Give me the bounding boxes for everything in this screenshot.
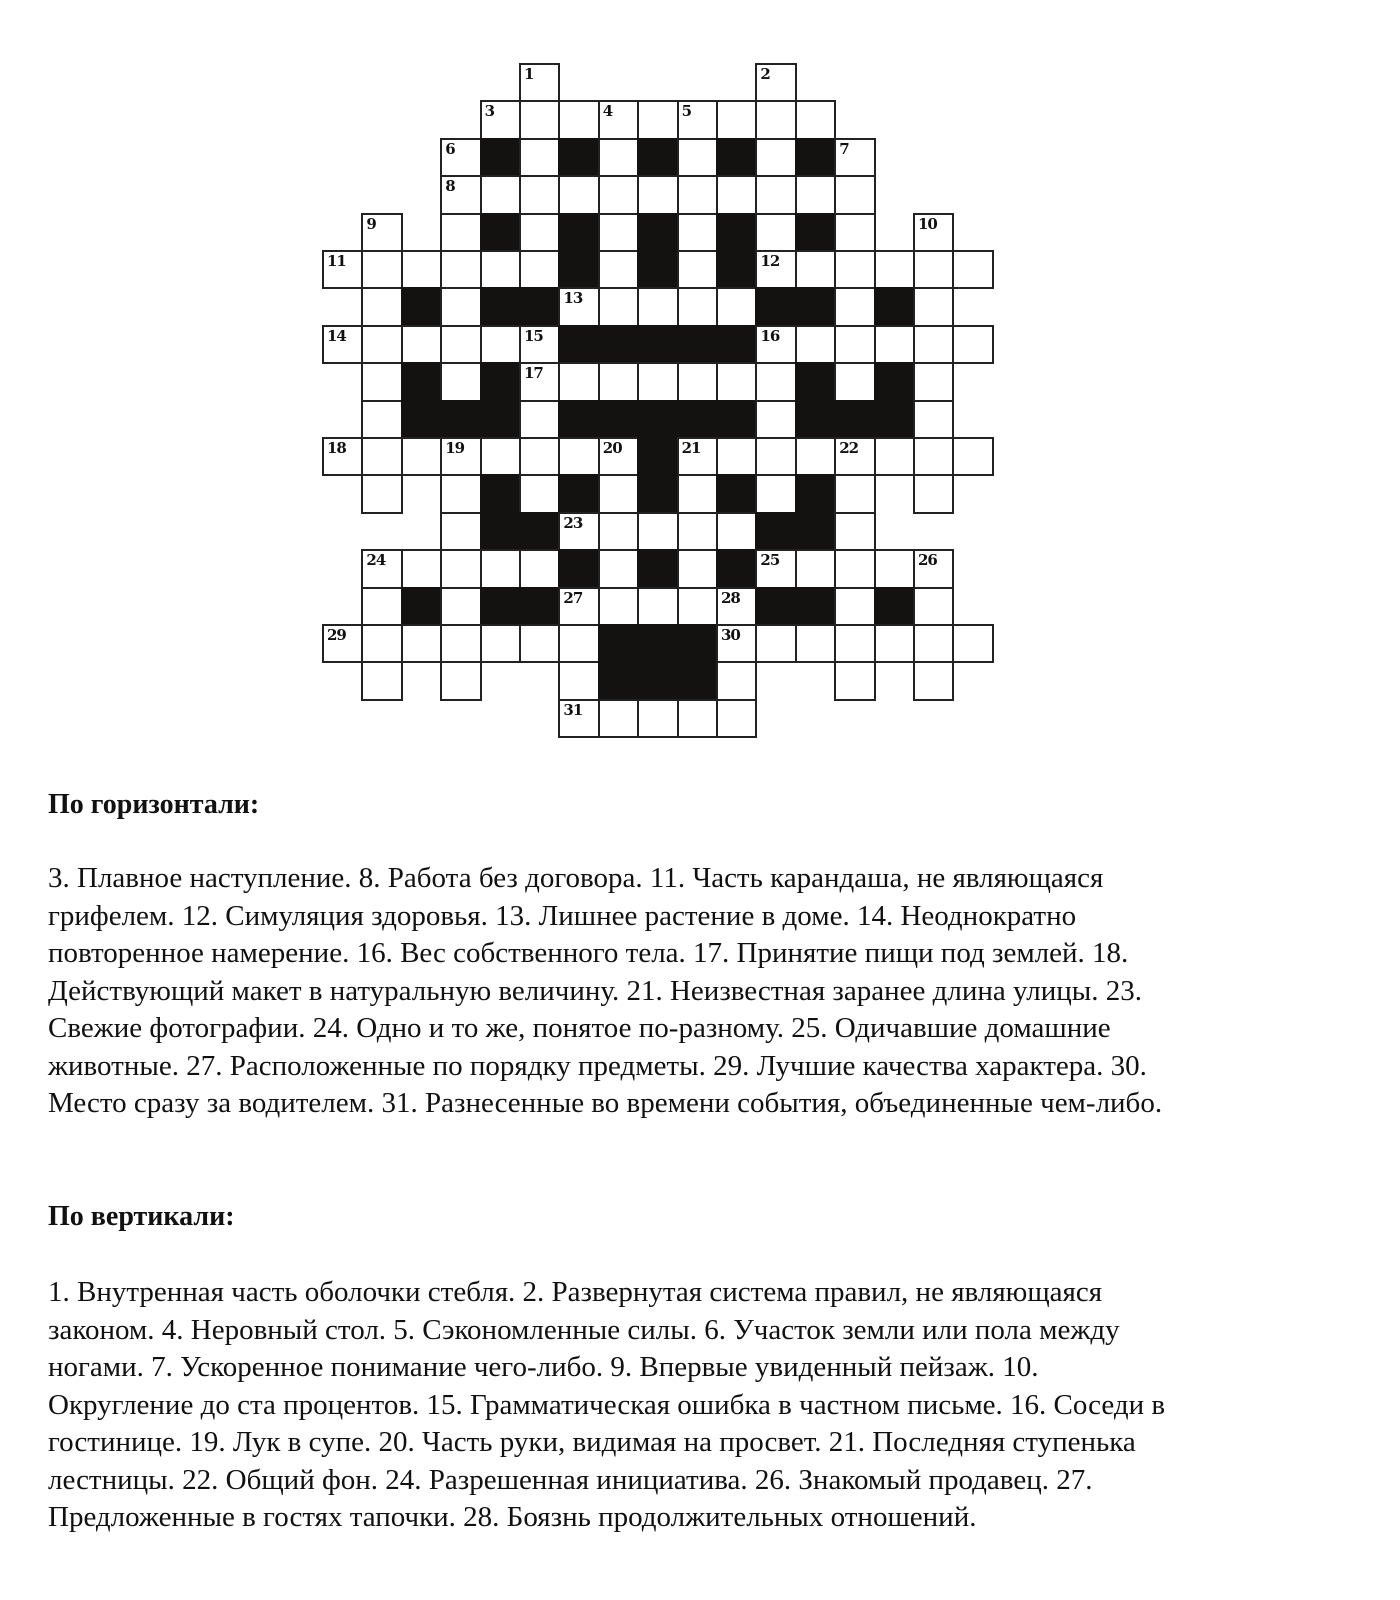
crossword-cell[interactable] <box>637 175 678 214</box>
crossword-cell[interactable] <box>440 138 481 177</box>
crossword-black-cell <box>637 213 678 252</box>
crossword-black-cell <box>558 549 599 588</box>
crossword-cell[interactable] <box>440 661 481 700</box>
crossword-black-cell <box>440 400 481 439</box>
crossword-cell[interactable] <box>913 474 954 513</box>
clue-number: 5 <box>681 102 692 121</box>
crossword-cell[interactable] <box>519 213 560 252</box>
crossword-cell[interactable] <box>716 661 757 700</box>
crossword-black-cell <box>795 587 836 626</box>
crossword-black-cell <box>480 400 521 439</box>
crossword-black-cell <box>677 325 718 364</box>
crossword-cell[interactable] <box>834 213 875 252</box>
crossword-cell[interactable] <box>558 175 599 214</box>
crossword-cell[interactable] <box>677 175 718 214</box>
crossword-black-cell <box>755 512 796 551</box>
crossword-cell[interactable] <box>598 100 639 139</box>
crossword-black-cell <box>480 138 521 177</box>
crossword-cell[interactable] <box>401 250 442 289</box>
crossword-black-cell <box>874 400 915 439</box>
crossword-cell[interactable] <box>795 624 836 663</box>
crossword-black-cell <box>637 474 678 513</box>
crossword-cell[interactable] <box>361 400 402 439</box>
crossword-cell[interactable] <box>795 437 836 476</box>
crossword-black-cell <box>637 624 678 663</box>
crossword-cell[interactable] <box>716 437 757 476</box>
crossword-cell[interactable] <box>637 699 678 738</box>
crossword-cell[interactable] <box>755 138 796 177</box>
crossword-black-cell <box>795 213 836 252</box>
down-clue-line: Округление до ста процентов. 15. Грамматическая ошибка в частном письме. 16. Соседи в <box>48 1388 1166 1421</box>
clue-number: 17 <box>524 364 543 383</box>
crossword-cell[interactable] <box>598 474 639 513</box>
crossword-cell[interactable] <box>598 587 639 626</box>
crossword-black-cell <box>874 362 915 401</box>
crossword-cell[interactable] <box>440 512 481 551</box>
crossword-cell[interactable] <box>440 437 481 476</box>
crossword-cell[interactable] <box>834 624 875 663</box>
crossword-black-cell <box>795 362 836 401</box>
across-clue-line: животные. 27. Расположенные по порядку предметы. 29. Лучшие качества характера. 30. <box>48 1049 1147 1082</box>
crossword-black-cell <box>755 287 796 326</box>
crossword-cell[interactable] <box>558 100 599 139</box>
crossword-black-cell <box>401 400 442 439</box>
crossword-cell[interactable] <box>440 250 481 289</box>
crossword-grid <box>323 64 993 738</box>
crossword-cell[interactable] <box>558 437 599 476</box>
crossword-cell[interactable] <box>834 138 875 177</box>
across-clue-line: Свежие фотографии. 24. Одно и то же, понятое по-разному. 25. Одичавшие домашние <box>48 1012 1111 1044</box>
crossword-cell[interactable] <box>558 512 599 551</box>
crossword-cell[interactable] <box>677 362 718 401</box>
crossword-cell[interactable] <box>834 661 875 700</box>
crossword-black-cell <box>677 400 718 439</box>
crossword-cell[interactable] <box>361 624 402 663</box>
crossword-cell[interactable] <box>834 587 875 626</box>
crossword-cell[interactable] <box>913 587 954 626</box>
crossword-cell[interactable] <box>952 325 993 364</box>
crossword-cell[interactable] <box>361 437 402 476</box>
crossword-cell[interactable] <box>401 549 442 588</box>
crossword-black-cell <box>716 400 757 439</box>
clue-number: 20 <box>602 439 622 457</box>
crossword-cell[interactable] <box>480 437 521 476</box>
crossword-cell[interactable] <box>637 587 678 626</box>
clue-number: 24 <box>366 551 386 570</box>
crossword-cell[interactable] <box>598 287 639 326</box>
crossword-cell[interactable] <box>361 362 402 401</box>
crossword-cell[interactable] <box>598 362 639 401</box>
crossword-cell[interactable] <box>677 549 718 588</box>
clue-number: 2 <box>760 65 770 83</box>
crossword-black-cell <box>558 400 599 439</box>
crossword-cell[interactable] <box>913 661 954 700</box>
crossword-cell[interactable] <box>716 624 757 663</box>
crossword-cell[interactable] <box>874 624 915 663</box>
crossword-black-cell <box>480 587 521 626</box>
crossword-cell[interactable] <box>755 175 796 214</box>
crossword-cell[interactable] <box>755 100 796 139</box>
crossword-cell[interactable] <box>361 661 402 700</box>
crossword-cell[interactable] <box>637 362 678 401</box>
crossword-cell[interactable] <box>913 400 954 439</box>
crossword-black-cell <box>677 624 718 663</box>
crossword-black-cell <box>637 549 678 588</box>
crossword-cell[interactable] <box>637 512 678 551</box>
clue-number: 1 <box>524 65 534 83</box>
crossword-cell[interactable] <box>558 362 599 401</box>
crossword-cell[interactable] <box>361 587 402 626</box>
crossword-cell[interactable] <box>677 437 718 476</box>
clue-number: 22 <box>839 439 859 457</box>
crossword-cell[interactable] <box>874 325 915 364</box>
crossword-cell[interactable] <box>637 287 678 326</box>
crossword-cell[interactable] <box>637 100 678 139</box>
crossword-black-cell <box>716 250 757 289</box>
crossword-cell[interactable] <box>716 362 757 401</box>
across-clue-line: грифелем. 12. Симуляция здоровья. 13. Лишнее растение в доме. 14. Неоднократно <box>48 899 1077 932</box>
crossword-cell[interactable] <box>834 287 875 326</box>
crossword-cell[interactable] <box>361 213 402 252</box>
clue-number: 31 <box>563 700 583 719</box>
crossword-cell[interactable] <box>519 63 560 102</box>
crossword-cell[interactable] <box>952 624 993 663</box>
crossword-cell[interactable] <box>322 437 363 476</box>
crossword-black-cell <box>480 512 521 551</box>
crossword-cell[interactable] <box>795 175 836 214</box>
crossword-cell[interactable] <box>913 250 954 289</box>
clue-number: 18 <box>327 439 346 457</box>
crossword-black-cell <box>519 587 560 626</box>
crossword-cell[interactable] <box>677 250 718 289</box>
crossword-cell[interactable] <box>716 512 757 551</box>
crossword-black-cell <box>480 213 521 252</box>
down-heading: По вертикали: <box>48 1201 235 1232</box>
clue-number: 12 <box>760 252 780 270</box>
crossword-cell[interactable] <box>716 699 757 738</box>
crossword-cell[interactable] <box>913 362 954 401</box>
crossword-cell[interactable] <box>480 100 521 139</box>
crossword-cell[interactable] <box>361 325 402 364</box>
crossword-cell[interactable] <box>834 175 875 214</box>
crossword-black-cell <box>637 138 678 177</box>
clue-number: 3 <box>484 102 495 121</box>
clue-number: 19 <box>445 439 465 457</box>
clue-number: 27 <box>563 588 583 607</box>
clue-number: 15 <box>524 326 543 345</box>
crossword-cell[interactable] <box>558 661 599 700</box>
crossword-cell[interactable] <box>440 624 481 663</box>
crossword-cell[interactable] <box>716 587 757 626</box>
crossword-cell[interactable] <box>874 437 915 476</box>
clue-number: 10 <box>918 214 937 233</box>
crossword-black-cell <box>795 138 836 177</box>
crossword-cell[interactable] <box>755 437 796 476</box>
crossword-cell[interactable] <box>677 287 718 326</box>
crossword-cell[interactable] <box>598 138 639 177</box>
crossword-cell[interactable] <box>480 325 521 364</box>
across-clue-line: повторенное намерение. 16. Вес собственного тела. 17. Принятие пищи под землей. 18. <box>48 937 1129 969</box>
crossword-black-cell <box>558 138 599 177</box>
clue-number: 14 <box>327 326 346 345</box>
crossword-cell[interactable] <box>677 100 718 139</box>
crossword-cell[interactable] <box>755 63 796 102</box>
crossword-black-cell <box>677 661 718 700</box>
crossword-cell[interactable] <box>480 175 521 214</box>
crossword-cell[interactable] <box>716 287 757 326</box>
crossword-cell[interactable] <box>834 250 875 289</box>
crossword-cell[interactable] <box>519 400 560 439</box>
crossword-cell[interactable] <box>361 250 402 289</box>
crossword-cell[interactable] <box>716 175 757 214</box>
crossword-cell[interactable] <box>755 474 796 513</box>
crossword-black-cell <box>637 661 678 700</box>
crossword-cell[interactable] <box>440 175 481 214</box>
crossword-cell[interactable] <box>519 100 560 139</box>
crossword-cell[interactable] <box>677 512 718 551</box>
crossword-black-cell <box>755 587 796 626</box>
crossword-cell[interactable] <box>913 213 954 252</box>
crossword-cell[interactable] <box>440 213 481 252</box>
down-clue-line: законом. 4. Неровный стол. 5. Сэкономленные силы. 6. Участок земли или пола между <box>48 1313 1120 1346</box>
crossword-cell[interactable] <box>874 549 915 588</box>
crossword-cell[interactable] <box>598 549 639 588</box>
crossword-black-cell <box>598 400 639 439</box>
crossword-black-cell <box>519 287 560 326</box>
crossword-cell[interactable] <box>677 138 718 177</box>
clue-number: 16 <box>760 326 780 345</box>
crossword-black-cell <box>519 512 560 551</box>
crossword-black-cell <box>480 362 521 401</box>
crossword-cell[interactable] <box>519 437 560 476</box>
clue-number: 26 <box>918 551 937 570</box>
crossword-black-cell <box>716 325 757 364</box>
crossword-cell[interactable] <box>874 250 915 289</box>
crossword-cell[interactable] <box>440 362 481 401</box>
crossword-cell[interactable] <box>322 325 363 364</box>
down-clue-line: 1. Внутренная часть оболочки стебля. 2. Развернутая система правил, не являющаяся <box>48 1276 1103 1308</box>
crossword-cell[interactable] <box>519 175 560 214</box>
crossword-cell[interactable] <box>834 362 875 401</box>
crossword-black-cell <box>637 400 678 439</box>
crossword-black-cell <box>558 474 599 513</box>
crossword-cell[interactable] <box>480 624 521 663</box>
crossword-cell[interactable] <box>913 437 954 476</box>
clue-number: 9 <box>366 214 376 233</box>
crossword-cell[interactable] <box>558 287 599 326</box>
crossword-cell[interactable] <box>952 437 993 476</box>
crossword-black-cell <box>874 287 915 326</box>
crossword-cell[interactable] <box>480 250 521 289</box>
crossword-black-cell <box>834 400 875 439</box>
crossword-black-cell <box>480 474 521 513</box>
crossword-cell[interactable] <box>519 624 560 663</box>
crossword-cell[interactable] <box>361 474 402 513</box>
crossword-black-cell <box>716 474 757 513</box>
clue-number: 8 <box>445 177 455 196</box>
clue-number: 25 <box>760 551 780 570</box>
crossword-black-cell <box>637 437 678 476</box>
clue-number: 13 <box>563 289 583 308</box>
crossword-cell[interactable] <box>401 624 442 663</box>
crossword-cell[interactable] <box>755 213 796 252</box>
crossword-cell[interactable] <box>795 100 836 139</box>
crossword-cell[interactable] <box>322 624 363 663</box>
crossword-cell[interactable] <box>913 549 954 588</box>
across-clue-line: 3. Плавное наступление. 8. Работа без договора. 11. Часть карандаша, не являющаяся <box>48 862 1104 894</box>
across-clue-line: Место сразу за водителем. 31. Разнесенные во времени события, объединенные чем-либо. <box>48 1087 1163 1119</box>
crossword-cell[interactable] <box>401 325 442 364</box>
crossword-cell[interactable] <box>480 549 521 588</box>
clue-number: 29 <box>327 626 346 644</box>
clue-number: 23 <box>563 513 583 532</box>
crossword-cell[interactable] <box>755 400 796 439</box>
crossword-cell[interactable] <box>834 512 875 551</box>
crossword-black-cell <box>716 213 757 252</box>
crossword-cell[interactable] <box>519 474 560 513</box>
crossword-cell[interactable] <box>558 624 599 663</box>
crossword-cell[interactable] <box>519 549 560 588</box>
crossword-black-cell <box>558 325 599 364</box>
crossword-black-cell <box>795 512 836 551</box>
crossword-black-cell <box>637 325 678 364</box>
crossword-cell[interactable] <box>598 175 639 214</box>
crossword-cell[interactable] <box>677 213 718 252</box>
crossword-black-cell <box>401 362 442 401</box>
crossword-black-cell <box>795 287 836 326</box>
crossword-black-cell <box>598 624 639 663</box>
crossword-black-cell <box>716 138 757 177</box>
down-clue-line: Предложенные в гостях тапочки. 28. Боязнь продолжительных отношений. <box>48 1501 977 1533</box>
crossword-cell[interactable] <box>519 138 560 177</box>
crossword-black-cell <box>716 549 757 588</box>
crossword-cell[interactable] <box>440 325 481 364</box>
crossword-cell[interactable] <box>440 587 481 626</box>
crossword-black-cell <box>401 287 442 326</box>
crossword-black-cell <box>401 587 442 626</box>
clue-number: 30 <box>721 626 740 644</box>
crossword-black-cell <box>874 587 915 626</box>
crossword-cell[interactable] <box>952 250 993 289</box>
crossword-cell[interactable] <box>716 100 757 139</box>
crossword-black-cell <box>480 287 521 326</box>
crossword-cell[interactable] <box>677 474 718 513</box>
crossword-cell[interactable] <box>834 437 875 476</box>
crossword-black-cell <box>558 250 599 289</box>
down-clue-line: гостинице. 19. Лук в супе. 20. Часть руки, видимая на просвет. 21. Последняя ступенька <box>48 1426 1136 1458</box>
crossword-cell[interactable] <box>834 474 875 513</box>
crossword-cell[interactable] <box>361 287 402 326</box>
clue-number: 7 <box>839 139 849 158</box>
clue-number: 28 <box>721 588 740 607</box>
crossword-cell[interactable] <box>440 474 481 513</box>
crossword-cell[interactable] <box>598 213 639 252</box>
crossword-cell[interactable] <box>598 699 639 738</box>
crossword-cell[interactable] <box>755 325 796 364</box>
across-heading: По горизонтали: <box>48 789 260 820</box>
crossword-cell[interactable] <box>913 325 954 364</box>
crossword-cell[interactable] <box>795 325 836 364</box>
clue-number: 11 <box>327 252 346 270</box>
crossword-cell[interactable] <box>913 287 954 326</box>
down-clue-line: ногами. 7. Ускоренное понимание чего-либо. 9. Впервые увиденный пейзаж. 10. <box>48 1351 1039 1383</box>
crossword-cell[interactable] <box>795 549 836 588</box>
crossword-cell[interactable] <box>440 287 481 326</box>
crossword-cell[interactable] <box>834 549 875 588</box>
crossword-cell[interactable] <box>519 250 560 289</box>
crossword-cell[interactable] <box>361 549 402 588</box>
clue-number: 21 <box>681 439 701 457</box>
crossword-black-cell <box>598 661 639 700</box>
crossword-cell[interactable] <box>598 512 639 551</box>
crossword-black-cell <box>795 400 836 439</box>
crossword-cell[interactable] <box>519 362 560 401</box>
crossword-black-cell <box>795 474 836 513</box>
crossword-cell[interactable] <box>598 250 639 289</box>
crossword-cell[interactable] <box>677 587 718 626</box>
crossword-cell[interactable] <box>834 325 875 364</box>
crossword-cell[interactable] <box>755 250 796 289</box>
crossword-cell[interactable] <box>755 624 796 663</box>
crossword-cell[interactable] <box>677 699 718 738</box>
clue-number: 6 <box>445 139 455 158</box>
crossword-cell[interactable] <box>558 587 599 626</box>
crossword-cell[interactable] <box>322 250 363 289</box>
crossword-cell[interactable] <box>440 549 481 588</box>
crossword-black-cell <box>637 250 678 289</box>
crossword-cell[interactable] <box>558 699 599 738</box>
crossword-cell[interactable] <box>401 437 442 476</box>
crossword-cell[interactable] <box>598 437 639 476</box>
crossword-black-cell <box>558 213 599 252</box>
across-clue-line: Действующий макет в натуральную величину. 21. Неизвестная заранее длина улицы. 23. <box>48 974 1142 1007</box>
crossword-cell[interactable] <box>755 549 796 588</box>
crossword-black-cell <box>598 325 639 364</box>
clue-number: 4 <box>602 102 613 121</box>
crossword-cell[interactable] <box>913 624 954 663</box>
down-clue-line: лестницы. 22. Общий фон. 24. Разрешенная инициатива. 26. Знакомый продавец. 27. <box>48 1463 1093 1496</box>
crossword-cell[interactable] <box>795 250 836 289</box>
crossword-cell[interactable] <box>755 362 796 401</box>
crossword-cell[interactable] <box>519 325 560 364</box>
